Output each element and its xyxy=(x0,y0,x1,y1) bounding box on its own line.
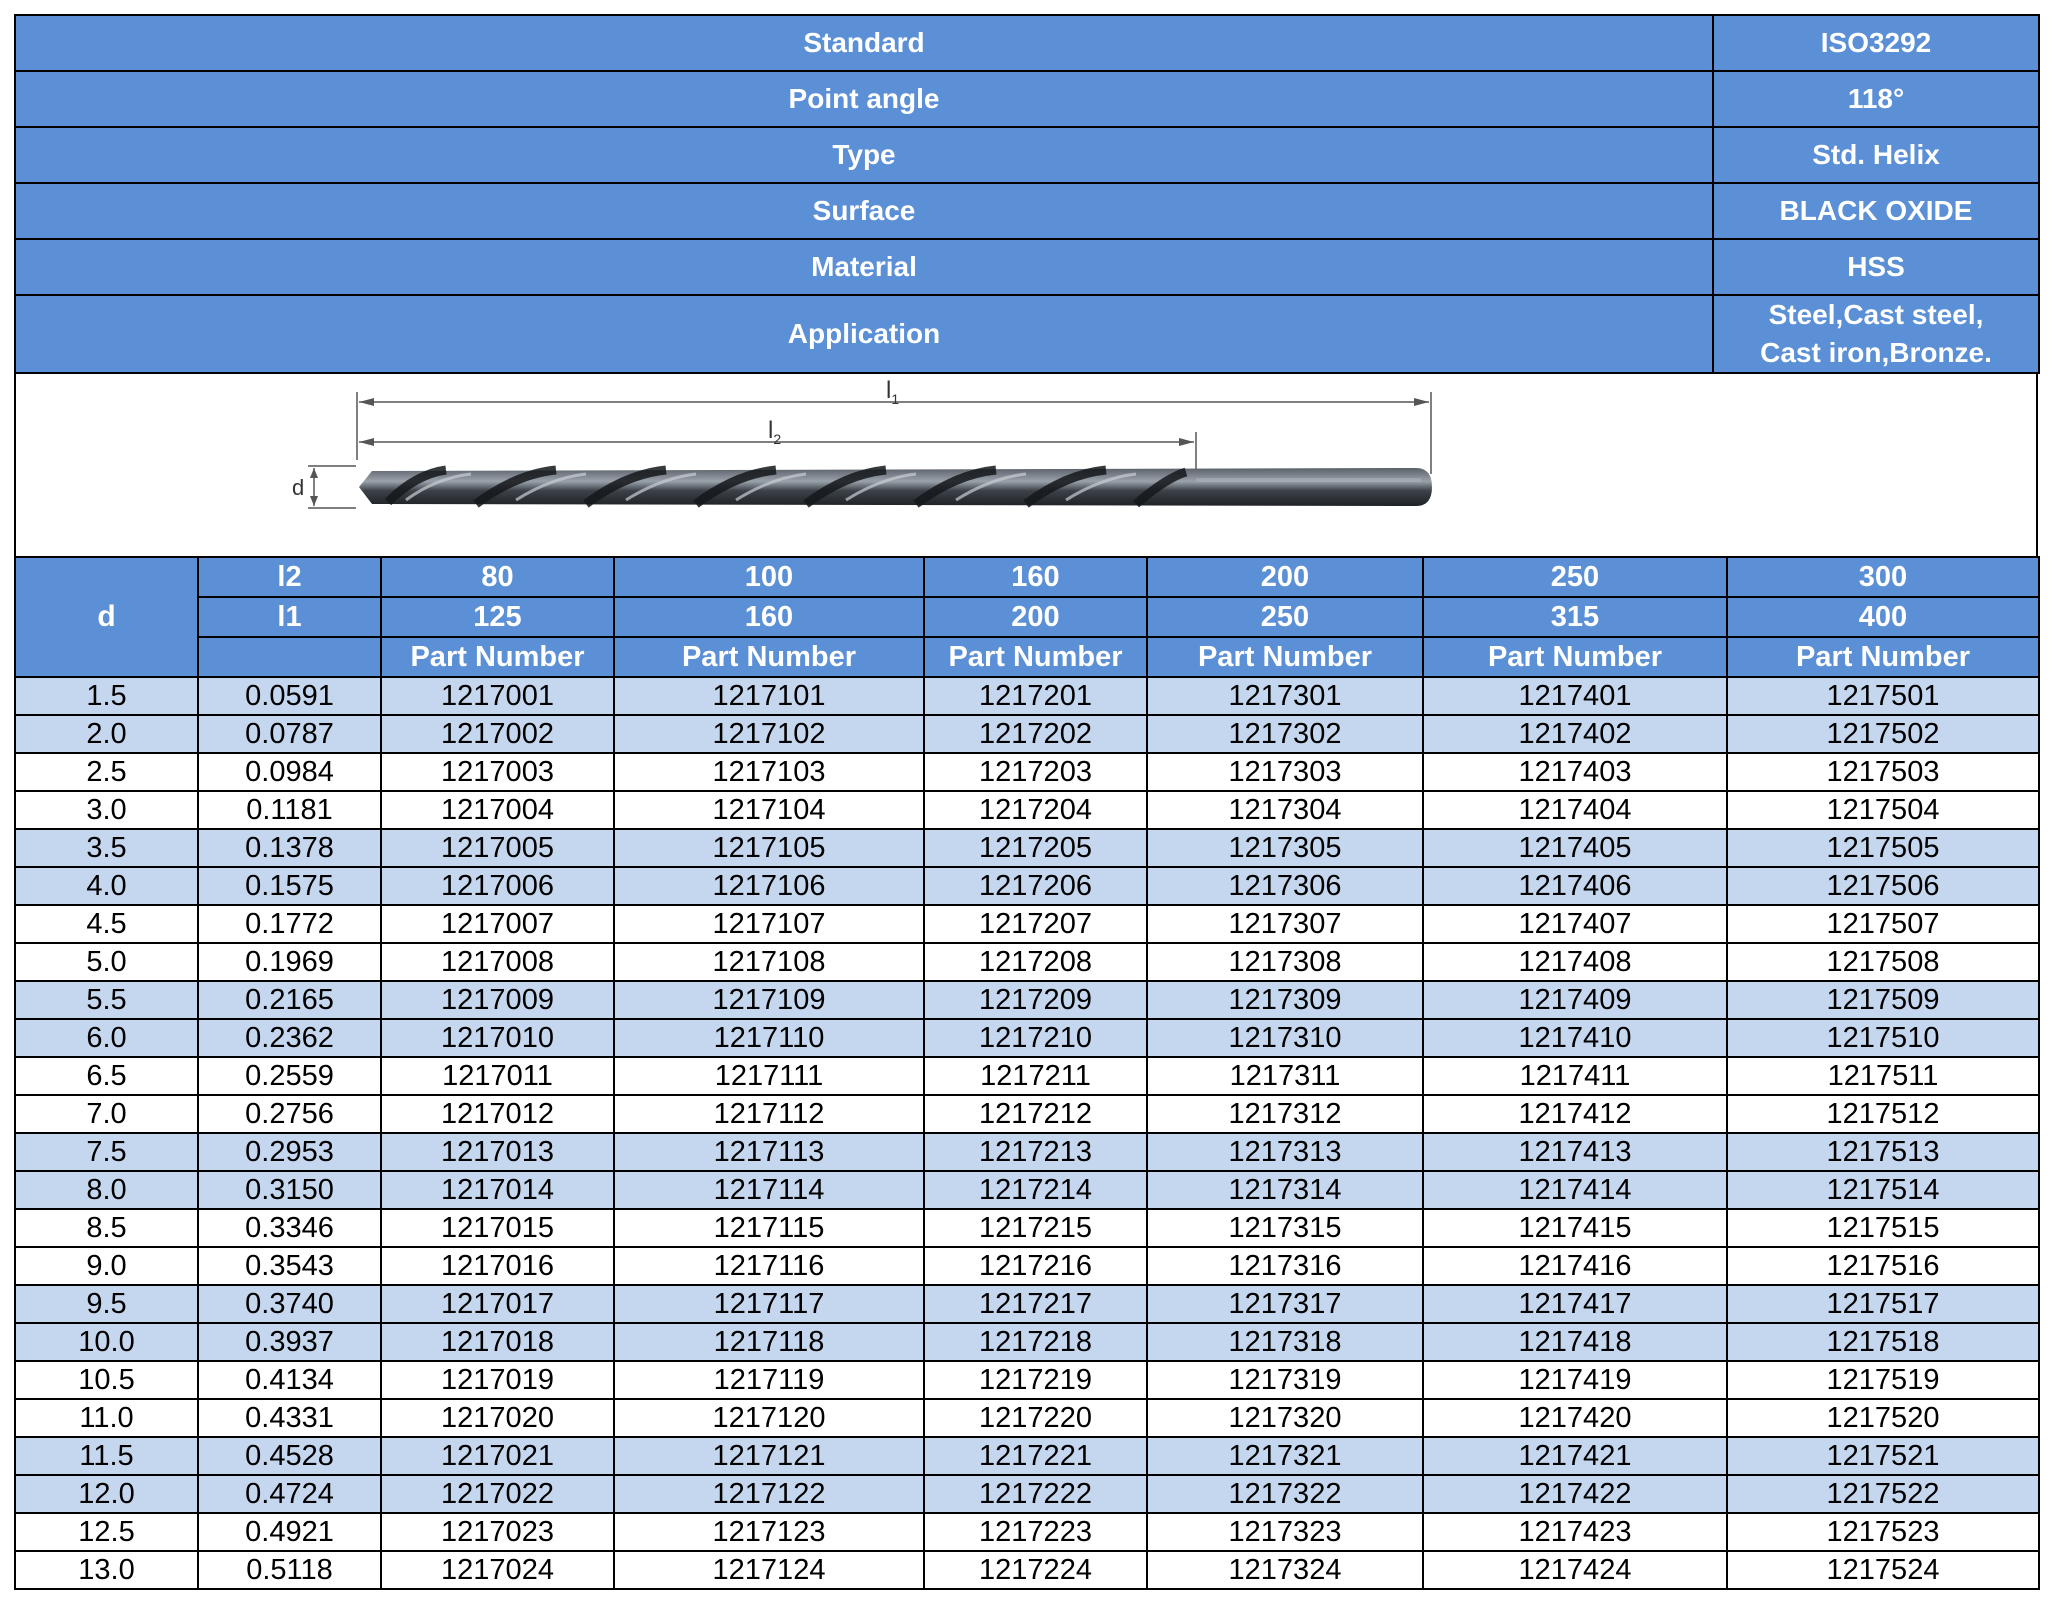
cell-part-number: 1217207 xyxy=(924,905,1147,943)
cell-diameter: 4.5 xyxy=(15,905,198,943)
cell-part-number: 1217316 xyxy=(1147,1247,1423,1285)
cell-part-number: 1217401 xyxy=(1423,677,1727,715)
cell-diameter: 6.0 xyxy=(15,1019,198,1057)
header-l1-value: 125 xyxy=(381,597,614,637)
cell-part-number: 1217306 xyxy=(1147,867,1423,905)
cell-part-number: 1217317 xyxy=(1147,1285,1423,1323)
cell-inch: 0.2165 xyxy=(198,981,381,1019)
cell-part-number: 1217212 xyxy=(924,1095,1147,1133)
cell-diameter: 8.0 xyxy=(15,1171,198,1209)
l1-dimension-label: $l_1$ xyxy=(886,377,900,407)
cell-part-number: 1217319 xyxy=(1147,1361,1423,1399)
table-row xyxy=(15,1285,2039,1323)
cell-part-number: 1217520 xyxy=(1727,1399,2039,1437)
cell-part-number: 1217112 xyxy=(614,1095,924,1133)
cell-part-number: 1217418 xyxy=(1423,1323,1727,1361)
cell-part-number: 1217516 xyxy=(1727,1247,2039,1285)
cell-part-number: 1217216 xyxy=(924,1247,1147,1285)
cell-inch: 0.4134 xyxy=(198,1361,381,1399)
cell-inch: 0.4528 xyxy=(198,1437,381,1475)
spec-label: Point angle xyxy=(15,71,1713,127)
cell-part-number: 1217410 xyxy=(1423,1019,1727,1057)
cell-part-number: 1217403 xyxy=(1423,753,1727,791)
spec-table xyxy=(14,14,2040,374)
cell-part-number: 1217407 xyxy=(1423,905,1727,943)
cell-part-number: 1217416 xyxy=(1423,1247,1727,1285)
cell-part-number: 1217219 xyxy=(924,1361,1147,1399)
cell-diameter: 7.0 xyxy=(15,1095,198,1133)
cell-part-number: 1217010 xyxy=(381,1019,614,1057)
cell-part-number: 1217323 xyxy=(1147,1513,1423,1551)
part-number-table xyxy=(14,556,2040,1590)
header-l2-value: 160 xyxy=(924,557,1147,597)
cell-inch: 0.3543 xyxy=(198,1247,381,1285)
cell-part-number: 1217018 xyxy=(381,1323,614,1361)
cell-diameter: 10.0 xyxy=(15,1323,198,1361)
table-row xyxy=(15,905,2039,943)
cell-diameter: 3.5 xyxy=(15,829,198,867)
cell-inch: 0.1969 xyxy=(198,943,381,981)
cell-part-number: 1217202 xyxy=(924,715,1147,753)
table-row xyxy=(15,1019,2039,1057)
cell-diameter: 12.0 xyxy=(15,1475,198,1513)
cell-part-number: 1217201 xyxy=(924,677,1147,715)
cell-diameter: 3.0 xyxy=(15,791,198,829)
table-row xyxy=(15,1171,2039,1209)
spec-value: Std. Helix xyxy=(1713,127,2039,183)
cell-part-number: 1217419 xyxy=(1423,1361,1727,1399)
table-row xyxy=(15,829,2039,867)
cell-part-number: 1217122 xyxy=(614,1475,924,1513)
cell-part-number: 1217007 xyxy=(381,905,614,943)
d-dimension-label: d xyxy=(292,475,305,500)
cell-part-number: 1217001 xyxy=(381,677,614,715)
header-l2-label: l2 xyxy=(198,557,381,597)
cell-part-number: 1217412 xyxy=(1423,1095,1727,1133)
application-line-2: Cast iron,Bronze. xyxy=(1760,337,1992,368)
cell-part-number: 1217304 xyxy=(1147,791,1423,829)
spec-row-point-angle xyxy=(15,71,2039,127)
header-l2-value: 100 xyxy=(614,557,924,597)
cell-part-number: 1217421 xyxy=(1423,1437,1727,1475)
cell-part-number: 1217114 xyxy=(614,1171,924,1209)
cell-part-number: 1217521 xyxy=(1727,1437,2039,1475)
cell-part-number: 1217002 xyxy=(381,715,614,753)
cell-diameter: 1.5 xyxy=(15,677,198,715)
cell-diameter: 2.5 xyxy=(15,753,198,791)
cell-inch: 0.4921 xyxy=(198,1513,381,1551)
cell-part-number: 1217302 xyxy=(1147,715,1423,753)
cell-part-number: 1217011 xyxy=(381,1057,614,1095)
column-header-d: d xyxy=(15,557,198,677)
cell-part-number: 1217021 xyxy=(381,1437,614,1475)
spec-row-application xyxy=(15,295,2039,373)
cell-part-number: 1217107 xyxy=(614,905,924,943)
cell-part-number: 1217322 xyxy=(1147,1475,1423,1513)
header-row-l1 xyxy=(15,597,2039,637)
spec-label: Type xyxy=(15,127,1713,183)
cell-inch: 0.2953 xyxy=(198,1133,381,1171)
cell-part-number: 1217102 xyxy=(614,715,924,753)
header-l1-value: 400 xyxy=(1727,597,2039,637)
cell-part-number: 1217208 xyxy=(924,943,1147,981)
cell-part-number: 1217215 xyxy=(924,1209,1147,1247)
cell-part-number: 1217402 xyxy=(1423,715,1727,753)
spec-row-type xyxy=(15,127,2039,183)
table-row xyxy=(15,1513,2039,1551)
header-l1-value: 250 xyxy=(1147,597,1423,637)
cell-part-number: 1217501 xyxy=(1727,677,2039,715)
cell-part-number: 1217101 xyxy=(614,677,924,715)
cell-part-number: 1217514 xyxy=(1727,1171,2039,1209)
header-part-number: Part Number xyxy=(1727,637,2039,677)
cell-part-number: 1217413 xyxy=(1423,1133,1727,1171)
cell-part-number: 1217119 xyxy=(614,1361,924,1399)
cell-part-number: 1217103 xyxy=(614,753,924,791)
spec-value xyxy=(1713,295,2039,373)
table-row xyxy=(15,867,2039,905)
header-l1-value: 160 xyxy=(614,597,924,637)
cell-part-number: 1217209 xyxy=(924,981,1147,1019)
cell-part-number: 1217118 xyxy=(614,1323,924,1361)
cell-part-number: 1217024 xyxy=(381,1551,614,1589)
table-row xyxy=(15,1475,2039,1513)
table-row xyxy=(15,791,2039,829)
cell-part-number: 1217305 xyxy=(1147,829,1423,867)
cell-diameter: 7.5 xyxy=(15,1133,198,1171)
cell-part-number: 1217203 xyxy=(924,753,1147,791)
header-blank-cell xyxy=(198,637,381,677)
cell-part-number: 1217106 xyxy=(614,867,924,905)
cell-part-number: 1217414 xyxy=(1423,1171,1727,1209)
header-l1-value: 315 xyxy=(1423,597,1727,637)
cell-part-number: 1217111 xyxy=(614,1057,924,1095)
cell-diameter: 4.0 xyxy=(15,867,198,905)
cell-part-number: 1217211 xyxy=(924,1057,1147,1095)
header-part-number: Part Number xyxy=(924,637,1147,677)
cell-part-number: 1217014 xyxy=(381,1171,614,1209)
cell-inch: 0.3150 xyxy=(198,1171,381,1209)
cell-part-number: 1217324 xyxy=(1147,1551,1423,1589)
cell-part-number: 1217006 xyxy=(381,867,614,905)
cell-part-number: 1217206 xyxy=(924,867,1147,905)
cell-part-number: 1217023 xyxy=(381,1513,614,1551)
cell-part-number: 1217507 xyxy=(1727,905,2039,943)
cell-part-number: 1217417 xyxy=(1423,1285,1727,1323)
header-row-part-number xyxy=(15,637,2039,677)
table-row xyxy=(15,753,2039,791)
cell-inch: 0.1378 xyxy=(198,829,381,867)
cell-part-number: 1217519 xyxy=(1727,1361,2039,1399)
cell-part-number: 1217506 xyxy=(1727,867,2039,905)
cell-inch: 0.2559 xyxy=(198,1057,381,1095)
cell-part-number: 1217124 xyxy=(614,1551,924,1589)
cell-part-number: 1217205 xyxy=(924,829,1147,867)
cell-part-number: 1217311 xyxy=(1147,1057,1423,1095)
cell-diameter: 2.0 xyxy=(15,715,198,753)
header-l2-value: 250 xyxy=(1423,557,1727,597)
spec-row-surface xyxy=(15,183,2039,239)
cell-part-number: 1217309 xyxy=(1147,981,1423,1019)
cell-inch: 0.3740 xyxy=(198,1285,381,1323)
spec-value: BLACK OXIDE xyxy=(1713,183,2039,239)
cell-part-number: 1217509 xyxy=(1727,981,2039,1019)
cell-part-number: 1217222 xyxy=(924,1475,1147,1513)
spec-row-material xyxy=(15,239,2039,295)
cell-part-number: 1217105 xyxy=(614,829,924,867)
table-row xyxy=(15,1095,2039,1133)
cell-part-number: 1217321 xyxy=(1147,1437,1423,1475)
cell-part-number: 1217503 xyxy=(1727,753,2039,791)
cell-part-number: 1217312 xyxy=(1147,1095,1423,1133)
cell-inch: 0.0787 xyxy=(198,715,381,753)
cell-diameter: 9.0 xyxy=(15,1247,198,1285)
cell-part-number: 1217508 xyxy=(1727,943,2039,981)
cell-part-number: 1217008 xyxy=(381,943,614,981)
cell-part-number: 1217308 xyxy=(1147,943,1423,981)
cell-part-number: 1217116 xyxy=(614,1247,924,1285)
cell-part-number: 1217013 xyxy=(381,1133,614,1171)
cell-part-number: 1217415 xyxy=(1423,1209,1727,1247)
cell-part-number: 1217217 xyxy=(924,1285,1147,1323)
cell-inch: 0.1181 xyxy=(198,791,381,829)
cell-part-number: 1217502 xyxy=(1727,715,2039,753)
cell-inch: 0.2362 xyxy=(198,1019,381,1057)
cell-part-number: 1217015 xyxy=(381,1209,614,1247)
cell-diameter: 13.0 xyxy=(15,1551,198,1589)
cell-part-number: 1217303 xyxy=(1147,753,1423,791)
cell-diameter: 11.0 xyxy=(15,1399,198,1437)
cell-part-number: 1217523 xyxy=(1727,1513,2039,1551)
spec-label: Application xyxy=(15,295,1713,373)
cell-part-number: 1217406 xyxy=(1423,867,1727,905)
header-l2-value: 200 xyxy=(1147,557,1423,597)
header-l2-value: 80 xyxy=(381,557,614,597)
cell-diameter: 12.5 xyxy=(15,1513,198,1551)
cell-inch: 0.0984 xyxy=(198,753,381,791)
cell-part-number: 1217121 xyxy=(614,1437,924,1475)
cell-part-number: 1217210 xyxy=(924,1019,1147,1057)
table-row xyxy=(15,677,2039,715)
cell-part-number: 1217423 xyxy=(1423,1513,1727,1551)
table-row xyxy=(15,1133,2039,1171)
cell-part-number: 1217004 xyxy=(381,791,614,829)
table-row xyxy=(15,1399,2039,1437)
cell-part-number: 1217511 xyxy=(1727,1057,2039,1095)
header-l1-label: l1 xyxy=(198,597,381,637)
table-row xyxy=(15,943,2039,981)
cell-diameter: 5.5 xyxy=(15,981,198,1019)
spec-label: Standard xyxy=(15,15,1713,71)
cell-part-number: 1217301 xyxy=(1147,677,1423,715)
cell-part-number: 1217005 xyxy=(381,829,614,867)
table-row xyxy=(15,1247,2039,1285)
cell-part-number: 1217411 xyxy=(1423,1057,1727,1095)
spec-value: 118° xyxy=(1713,71,2039,127)
cell-part-number: 1217420 xyxy=(1423,1399,1727,1437)
cell-diameter: 8.5 xyxy=(15,1209,198,1247)
cell-part-number: 1217404 xyxy=(1423,791,1727,829)
table-row xyxy=(15,715,2039,753)
cell-inch: 0.2756 xyxy=(198,1095,381,1133)
header-part-number: Part Number xyxy=(614,637,924,677)
cell-part-number: 1217115 xyxy=(614,1209,924,1247)
spec-label: Surface xyxy=(15,183,1713,239)
cell-inch: 0.4331 xyxy=(198,1399,381,1437)
cell-part-number: 1217524 xyxy=(1727,1551,2039,1589)
cell-part-number: 1217408 xyxy=(1423,943,1727,981)
cell-part-number: 1217213 xyxy=(924,1133,1147,1171)
cell-part-number: 1217510 xyxy=(1727,1019,2039,1057)
drill-bit-image xyxy=(359,468,1432,506)
cell-part-number: 1217012 xyxy=(381,1095,614,1133)
cell-part-number: 1217405 xyxy=(1423,829,1727,867)
cell-part-number: 1217104 xyxy=(614,791,924,829)
cell-part-number: 1217518 xyxy=(1727,1323,2039,1361)
cell-part-number: 1217117 xyxy=(614,1285,924,1323)
cell-part-number: 1217515 xyxy=(1727,1209,2039,1247)
cell-part-number: 1217016 xyxy=(381,1247,614,1285)
cell-diameter: 11.5 xyxy=(15,1437,198,1475)
cell-part-number: 1217522 xyxy=(1727,1475,2039,1513)
cell-part-number: 1217223 xyxy=(924,1513,1147,1551)
cell-part-number: 1217123 xyxy=(614,1513,924,1551)
cell-part-number: 1217422 xyxy=(1423,1475,1727,1513)
spec-value: HSS xyxy=(1713,239,2039,295)
cell-part-number: 1217424 xyxy=(1423,1551,1727,1589)
drill-diagram xyxy=(16,374,2036,556)
cell-part-number: 1217505 xyxy=(1727,829,2039,867)
header-part-number: Part Number xyxy=(1147,637,1423,677)
table-row xyxy=(15,981,2039,1019)
table-row xyxy=(15,1551,2039,1589)
cell-inch: 0.1575 xyxy=(198,867,381,905)
cell-part-number: 1217204 xyxy=(924,791,1147,829)
cell-part-number: 1217318 xyxy=(1147,1323,1423,1361)
cell-part-number: 1217009 xyxy=(381,981,614,1019)
cell-part-number: 1217003 xyxy=(381,753,614,791)
cell-part-number: 1217120 xyxy=(614,1399,924,1437)
table-row xyxy=(15,1057,2039,1095)
cell-part-number: 1217513 xyxy=(1727,1133,2039,1171)
header-part-number: Part Number xyxy=(1423,637,1727,677)
cell-part-number: 1217110 xyxy=(614,1019,924,1057)
table-row xyxy=(15,1437,2039,1475)
cell-part-number: 1217315 xyxy=(1147,1209,1423,1247)
cell-part-number: 1217017 xyxy=(381,1285,614,1323)
cell-diameter: 5.0 xyxy=(15,943,198,981)
cell-part-number: 1217108 xyxy=(614,943,924,981)
header-row-l2 xyxy=(15,557,2039,597)
header-l1-value: 200 xyxy=(924,597,1147,637)
l2-dimension-label: $l_2$ xyxy=(768,417,782,447)
application-line-1: Steel,Cast steel, xyxy=(1768,299,1984,330)
table-row xyxy=(15,1323,2039,1361)
header-l2-value: 300 xyxy=(1727,557,2039,597)
cell-part-number: 1217019 xyxy=(381,1361,614,1399)
cell-part-number: 1217220 xyxy=(924,1399,1147,1437)
cell-part-number: 1217409 xyxy=(1423,981,1727,1019)
cell-part-number: 1217512 xyxy=(1727,1095,2039,1133)
cell-inch: 0.0591 xyxy=(198,677,381,715)
cell-diameter: 10.5 xyxy=(15,1361,198,1399)
spec-label: Material xyxy=(15,239,1713,295)
cell-diameter: 6.5 xyxy=(15,1057,198,1095)
cell-inch: 0.4724 xyxy=(198,1475,381,1513)
cell-inch: 0.5118 xyxy=(198,1551,381,1589)
cell-part-number: 1217314 xyxy=(1147,1171,1423,1209)
product-sheet xyxy=(14,14,2038,1590)
cell-part-number: 1217320 xyxy=(1147,1399,1423,1437)
cell-part-number: 1217313 xyxy=(1147,1133,1423,1171)
cell-part-number: 1217517 xyxy=(1727,1285,2039,1323)
cell-part-number: 1217224 xyxy=(924,1551,1147,1589)
table-row xyxy=(15,1209,2039,1247)
cell-part-number: 1217020 xyxy=(381,1399,614,1437)
cell-part-number: 1217504 xyxy=(1727,791,2039,829)
cell-part-number: 1217113 xyxy=(614,1133,924,1171)
cell-diameter: 9.5 xyxy=(15,1285,198,1323)
cell-part-number: 1217310 xyxy=(1147,1019,1423,1057)
spec-value: ISO3292 xyxy=(1713,15,2039,71)
spec-row-standard xyxy=(15,15,2039,71)
table-row xyxy=(15,1361,2039,1399)
cell-part-number: 1217022 xyxy=(381,1475,614,1513)
cell-inch: 0.1772 xyxy=(198,905,381,943)
cell-part-number: 1217221 xyxy=(924,1437,1147,1475)
header-part-number: Part Number xyxy=(381,637,614,677)
cell-part-number: 1217109 xyxy=(614,981,924,1019)
cell-inch: 0.3937 xyxy=(198,1323,381,1361)
cell-part-number: 1217218 xyxy=(924,1323,1147,1361)
cell-inch: 0.3346 xyxy=(198,1209,381,1247)
cell-part-number: 1217214 xyxy=(924,1171,1147,1209)
drill-figure xyxy=(14,374,2038,556)
cell-part-number: 1217307 xyxy=(1147,905,1423,943)
